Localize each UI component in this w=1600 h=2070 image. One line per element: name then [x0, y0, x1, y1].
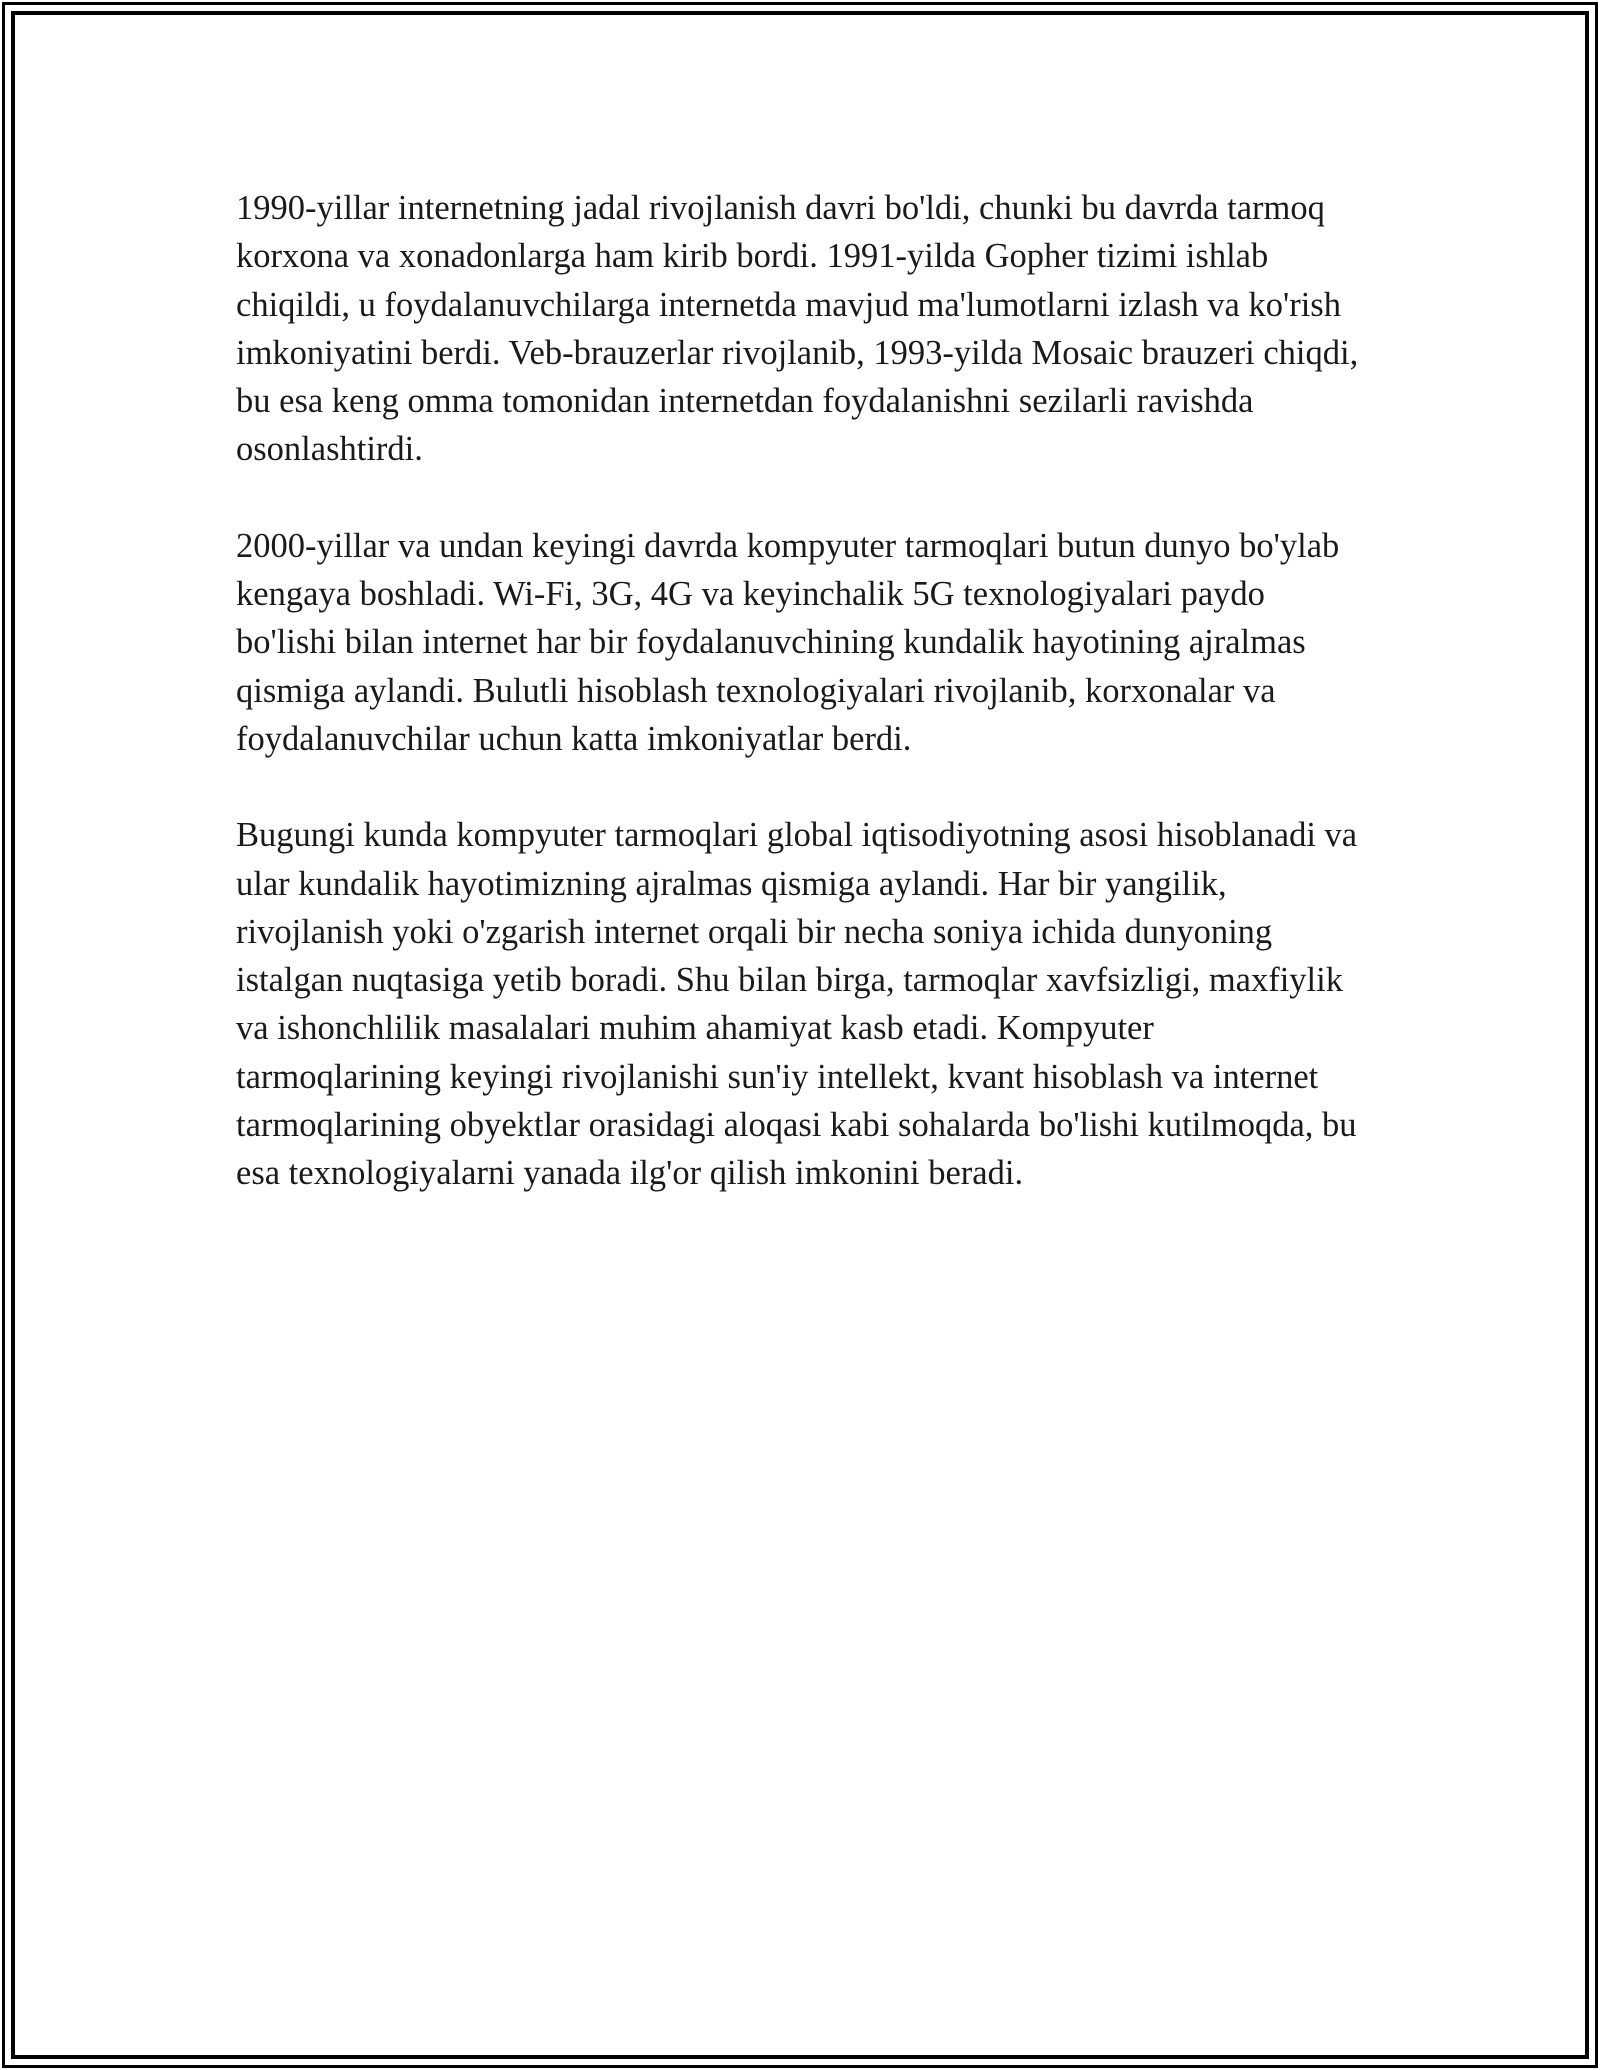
paragraph-2000s: 2000-yillar va undan keyingi davrda kompyuter tarmoqlari butun dunyo bo'ylab kengaya boshladi. Wi-Fi, 3G, 4G va keyinchalik 5G texnologiyalari paydo bo'lishi bilan internet har bir foydalanuvchining kundalik hayotining ajralmas qismiga aylandi. Bulutli hisoblash texnologiyalari rivojlanib, korxonalar va foydalanuvchilar uchun katta imkoniyatlar berdi. [236, 526, 1340, 758]
document-body [236, 184, 1366, 1246]
paragraph-today: Bugungi kunda kompyuter tarmoqlari global iqtisodiyotning asosi hisoblanadi va ular kundalik hayotimizning ajralmas qismiga aylandi. Har bir yangilik, rivojlanish yoki o'zgarish internet orqali bir necha soniya ichida dunyoning istalgan nuqtasiga yetib boradi. Shu bilan birga, tarmoqlar xavfsizligi, maxfiylik va ishonchlilik masalalari muhim ahamiyat kasb etadi. Kompyuter tarmoqlarining keyingi rivojlanishi sun'iy intellekt, kvant hisoblash va internet tarmoqlarining obyektlar orasidagi aloqasi kabi sohalarda bo'lishi kutilmoqda, bu esa texnologiyalarni yanada ilg'or qilish imkonini beradi. [236, 816, 1358, 1193]
paragraph-1990s: 1990-yillar internetning jadal rivojlanish davri bo'ldi, chunki bu davrda tarmoq korxona va xonadonlarga ham kirib bordi. 1991-yilda Gopher tizimi ishlab chiqildi, u foydalanuvchilarga internetda mavjud ma'lumotlarni izlash va ko'rish imkoniyatini berdi. Veb-brauzerlar rivojlanib, 1993-yilda Mosaic brauzeri chiqdi, bu esa keng omma tomonidan internetdan foydalanishni sezilarli ravishda osonlashtirdi. [236, 189, 1359, 469]
